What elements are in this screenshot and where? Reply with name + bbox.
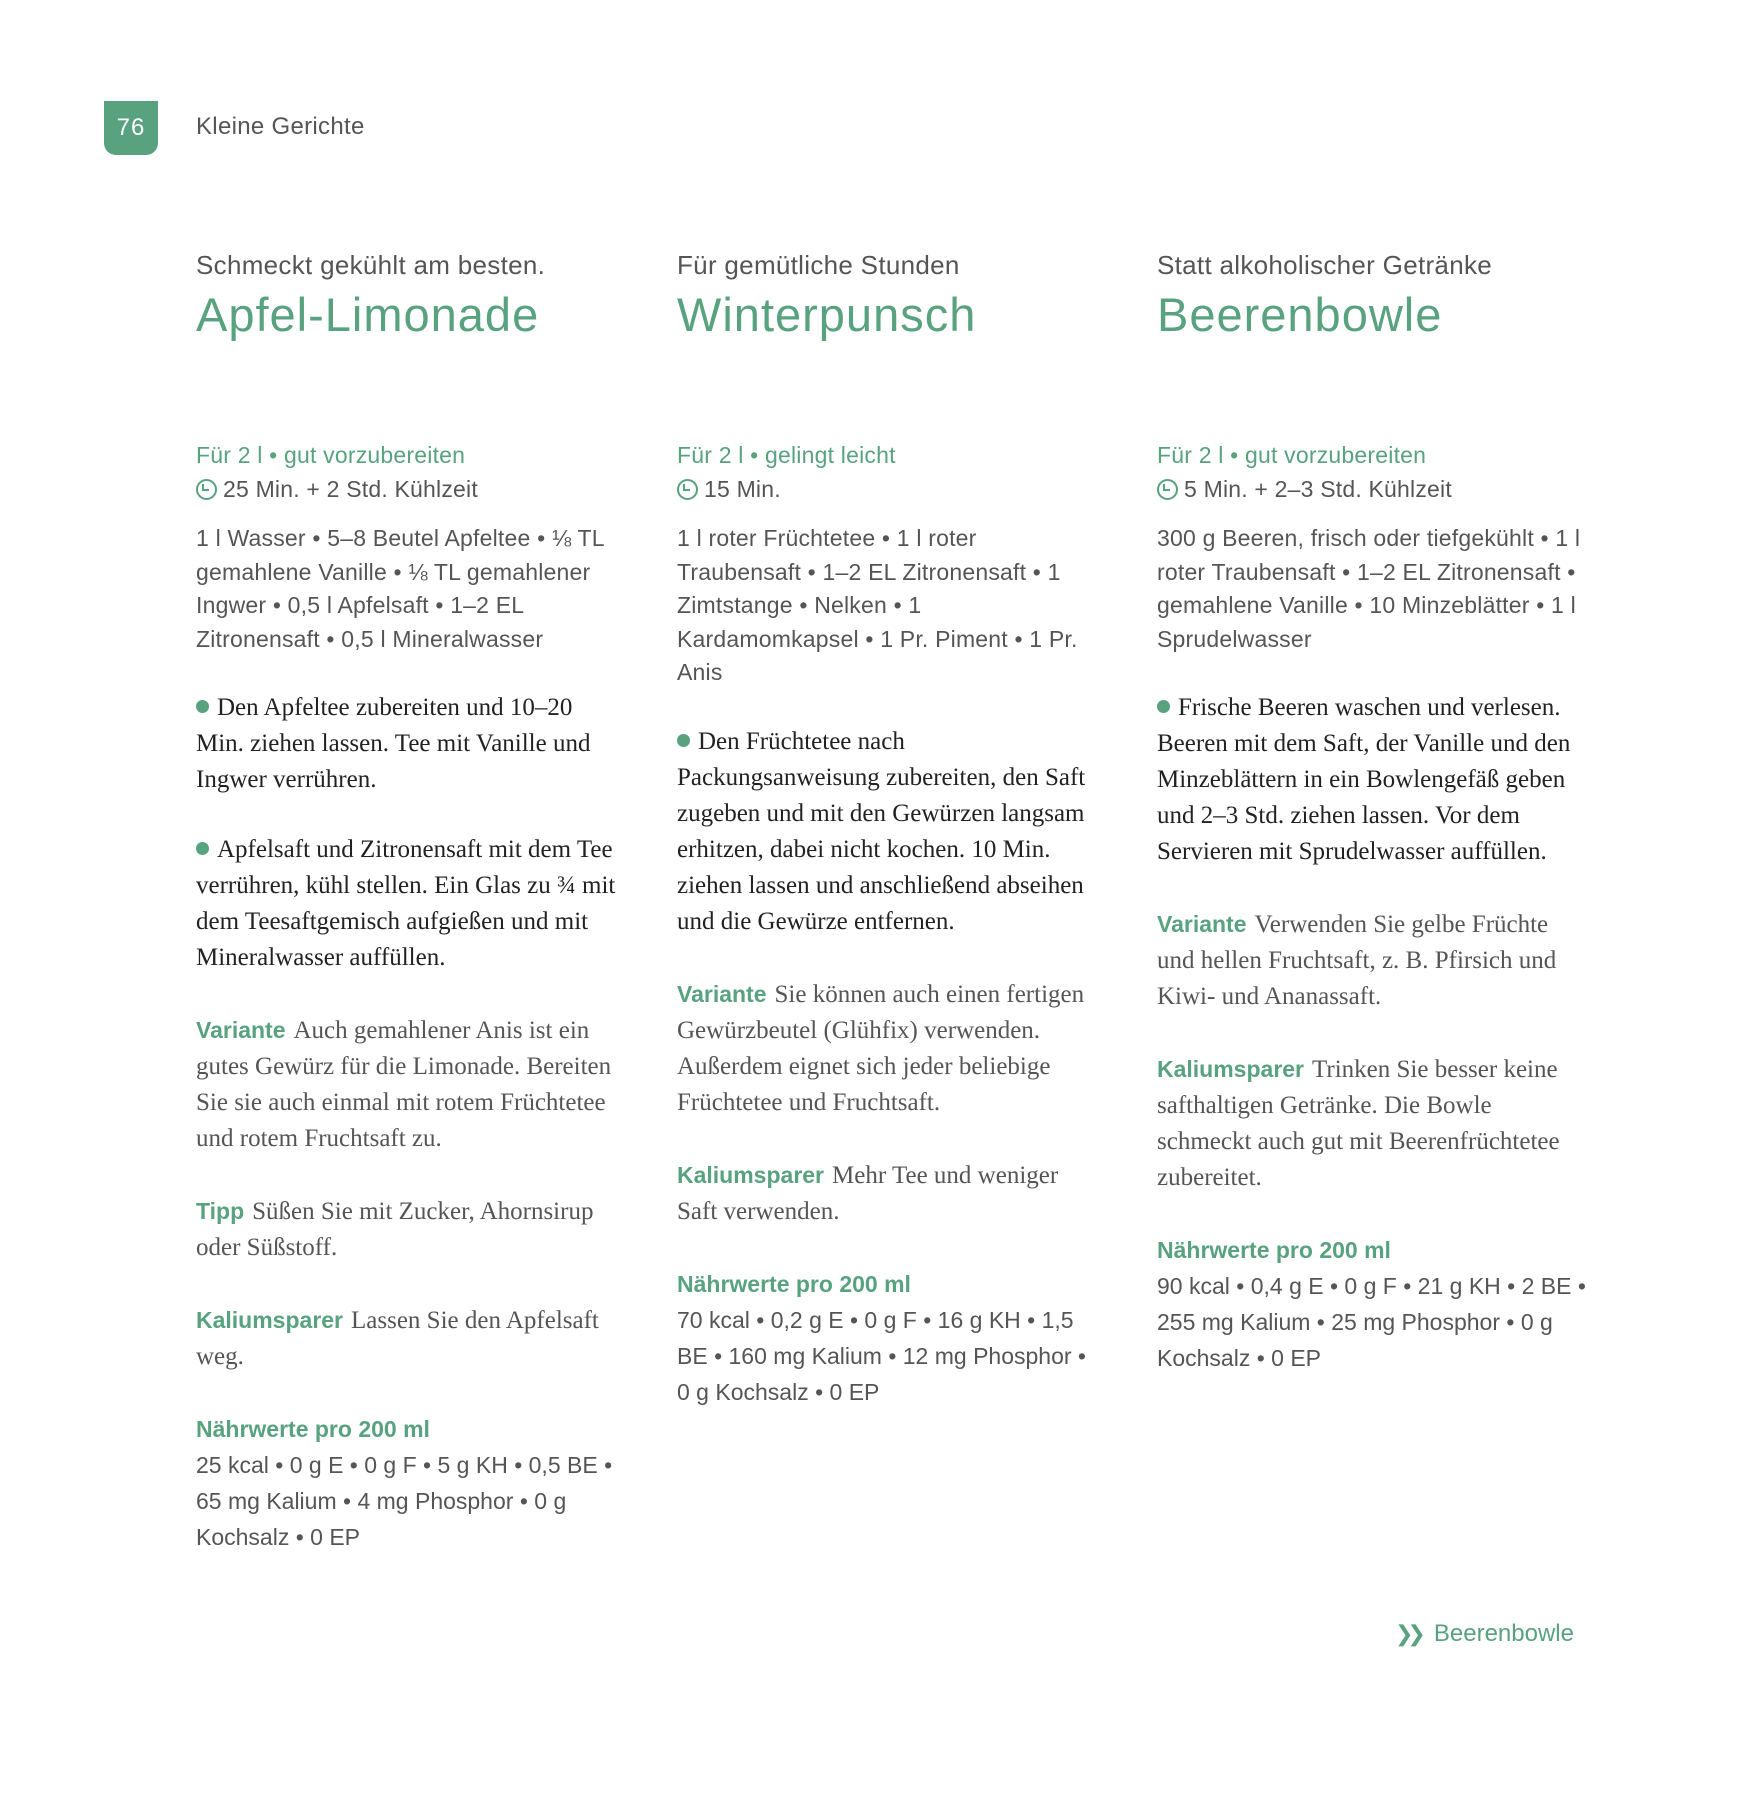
ingredients-list: 300 g Beeren, frisch oder tiefgekühlt • 1 l roter Traubensaft • 1–2 EL Zitronensaft • gemahlene Vanille • 10 Minzeblätter • 1 l Sprudelwasser <box>1157 525 1581 652</box>
note-kaliumsparer <box>196 1302 616 1375</box>
step <box>1157 690 1587 870</box>
recipe-yield: Für 2 l • gelingt leicht <box>677 442 896 468</box>
double-chevron-right-icon: ❯❯ <box>1395 1621 1420 1646</box>
step-text: Frische Beeren waschen und verlesen. Beeren mit dem Saft, der Vanille und den Minzeblättern in ein Bowlengefäß geben und 2–3 Std. ziehen lassen. Vor dem Servieren mit Sprudelwasser auffüllen. <box>1157 694 1571 865</box>
step <box>677 724 1097 940</box>
bullet-icon <box>196 842 209 855</box>
step-text: Den Früchtetee nach Packungsanweisung zubereiten, den Saft zugeben und mit den Gewürzen langsam erhitzen, dabei nicht kochen. 10 Min. ziehen lassen und anschließend abseihen und die Gewürze entfernen. <box>677 727 1086 935</box>
next-recipe-label: Beerenbowle <box>1433 1620 1574 1647</box>
note-variante <box>677 976 1097 1121</box>
note-label: Variante <box>677 980 767 1007</box>
bullet-icon <box>677 734 690 747</box>
step-text: Apfelsaft und Zitronensaft mit dem Tee verrühren, kühl stellen. Ein Glas zu ¾ mit dem Teesaftgemisch aufgießen und mit Mineralwasser auffüllen. <box>196 836 616 971</box>
recipe-meta <box>196 438 616 506</box>
step <box>196 832 616 976</box>
note-kaliumsparer <box>1157 1051 1587 1196</box>
note-label: Kaliumsparer <box>1157 1056 1305 1082</box>
recipe-subtitle: Schmeckt gekühlt am besten. <box>196 250 546 280</box>
note-label: Variante <box>196 1017 286 1043</box>
note-kaliumsparer <box>677 1157 1097 1230</box>
recipe-time: 15 Min. <box>704 476 781 502</box>
note-text: Lassen Sie den Apfelsaft weg. <box>196 1307 599 1370</box>
note-text: Auch gemahlener Anis ist ein gutes Gewürz für die Limonade. Bereiten Sie sie auch einmal mit rotem Früchtetee und rotem Fruchtsaft zu. <box>196 1017 612 1152</box>
nutrition-values: 90 kcal • 0,4 g E • 0 g F • 21 g KH • 2 BE • 255 mg Kalium • 25 mg Phosphor • 0 g Kochsalz • 0 EP <box>1157 1273 1586 1371</box>
recipe-time-row <box>677 472 1097 506</box>
nutrition-values: 70 kcal • 0,2 g E • 0 g F • 16 g KH • 1,5 BE • 160 mg Kalium • 12 mg Phosphor • 0 g Kochsalz • 0 EP <box>677 1306 1086 1405</box>
nutrition-block <box>1157 1232 1587 1376</box>
note-text: Sie können auch einen fertigen Gewürzbeutel (Glühfix) verwenden. Außerdem eignet sich jeder beliebige Früchtetee und Fruchtsaft. <box>677 980 1085 1116</box>
note-text: Mehr Tee und weniger Saft verwenden. <box>677 1161 1059 1225</box>
recipe-meta <box>1157 438 1587 506</box>
recipe-time-row <box>1157 472 1587 506</box>
recipe-subtitle: Statt alkoholischer Getränke <box>1157 250 1493 280</box>
note-label: Kaliumsparer <box>677 1161 825 1188</box>
step-text: Den Apfeltee zubereiten und 10–20 Min. ziehen lassen. Tee mit Vanille und Ingwer verrühren. <box>196 694 591 793</box>
recipe-apfel-limonade <box>196 250 616 1555</box>
recipe-time-row <box>196 472 616 506</box>
nutrition-title: Nährwerte pro 200 ml <box>1157 1237 1391 1263</box>
nutrition-title: Nährwerte pro 200 ml <box>677 1270 911 1297</box>
step <box>196 690 616 798</box>
clock-icon <box>1157 479 1178 500</box>
recipe-subtitle: Für gemütliche Stunden <box>677 250 960 280</box>
recipe-yield: Für 2 l • gut vorzubereiten <box>1157 442 1427 468</box>
note-text: Süßen Sie mit Zucker, Ahornsirup oder Süßstoff. <box>196 1198 594 1261</box>
recipe-winterpunsch <box>677 250 1097 1410</box>
recipe-time: 25 Min. + 2 Std. Kühlzeit <box>223 476 478 502</box>
page-number-badge: 76 <box>104 101 158 155</box>
recipe-title: Winterpunsch <box>677 288 977 341</box>
next-recipe-link[interactable] <box>1395 1620 1574 1648</box>
ingredients-list: 1 l roter Früchtetee • 1 l roter Traubensaft • 1–2 EL Zitronensaft • 1 Zimtstange • Nelken • 1 Kardamomkapsel • 1 Pr. Piment • 1 Pr. Anis <box>677 525 1078 685</box>
note-tipp <box>196 1193 616 1266</box>
nutrition-block <box>677 1266 1097 1410</box>
note-text: Verwenden Sie gelbe Früchte und hellen Fruchtsaft, z. B. Pfirsich und Kiwi- und Ananassaft. <box>1157 911 1557 1010</box>
note-variante <box>1157 906 1587 1015</box>
note-label: Tipp <box>196 1198 245 1224</box>
note-variante <box>196 1012 616 1157</box>
recipe-time: 5 Min. + 2–3 Std. Kühlzeit <box>1184 476 1452 502</box>
recipe-title: Apfel-Limonade <box>196 288 540 341</box>
nutrition-block <box>196 1411 616 1555</box>
clock-icon <box>677 479 698 500</box>
recipe-yield: Für 2 l • gut vorzubereiten <box>196 442 466 468</box>
recipe-title: Beerenbowle <box>1157 288 1443 341</box>
note-label: Variante <box>1157 911 1247 937</box>
note-text: Trinken Sie besser keine safthaltigen Getränke. Die Bowle schmeckt auch gut mit Beerenfrüchtetee zubereitet. <box>1157 1056 1560 1191</box>
nutrition-title: Nährwerte pro 200 ml <box>196 1416 430 1442</box>
bullet-icon <box>196 700 209 713</box>
clock-icon <box>196 479 217 500</box>
bullet-icon <box>1157 700 1170 713</box>
nutrition-values: 25 kcal • 0 g E • 0 g F • 5 g KH • 0,5 BE • 65 mg Kalium • 4 mg Phosphor • 0 g Kochsalz • 0 EP <box>196 1452 613 1550</box>
chapter-title: Kleine Gerichte <box>196 113 365 140</box>
recipe-meta <box>677 438 1097 506</box>
note-label: Kaliumsparer <box>196 1307 344 1333</box>
ingredients-list: 1 l Wasser • 5–8 Beutel Apfeltee • ⅛ TL gemahlene Vanille • ⅛ TL gemahlener Ingwer • 0,5 l Apfelsaft • 1–2 EL Zitronensaft • 0,5 l Mineralwasser <box>196 525 604 652</box>
recipe-beerenbowle <box>1157 250 1587 1376</box>
